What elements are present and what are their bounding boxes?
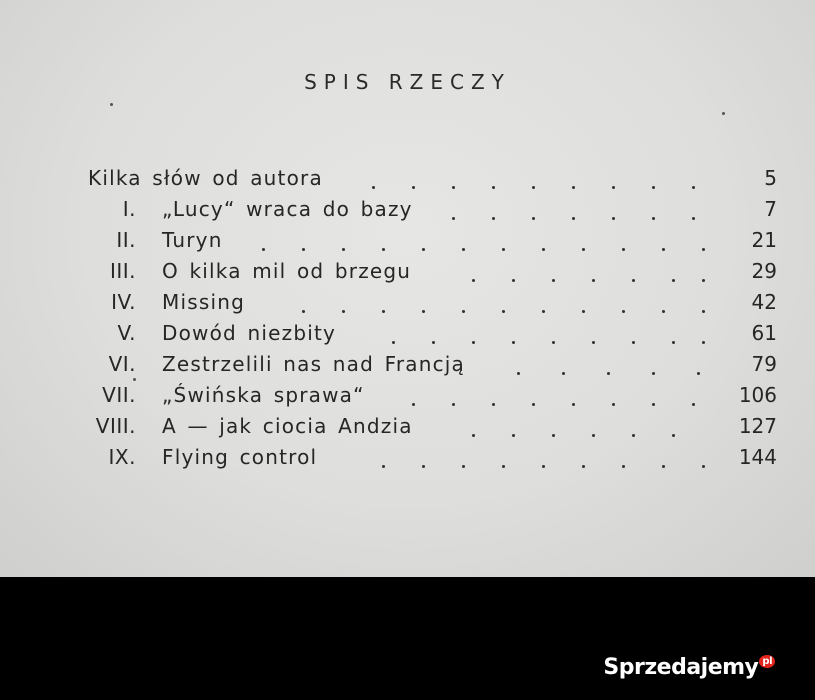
leader-dot xyxy=(542,248,545,251)
chapter-number: III. xyxy=(109,259,136,283)
leader-dot xyxy=(462,248,465,251)
chapter-title: O kilka mil od brzegu xyxy=(162,259,412,283)
leader-dots xyxy=(0,197,815,228)
chapter-number: I. xyxy=(122,197,136,221)
leader-dot xyxy=(652,217,655,220)
leader-dot xyxy=(632,341,635,344)
toc-entry xyxy=(0,352,815,383)
leader-dot xyxy=(662,465,665,468)
page-number: 42 xyxy=(751,290,777,314)
leader-dot xyxy=(672,279,675,282)
leader-dot xyxy=(652,186,655,189)
toc-entry xyxy=(0,290,815,321)
leader-dot xyxy=(692,217,695,220)
leader-dot xyxy=(422,465,425,468)
leader-dot xyxy=(532,217,535,220)
toc-entry xyxy=(0,197,815,228)
watermark-badge: pl xyxy=(759,655,775,668)
leader-dot xyxy=(342,248,345,251)
leader-dot xyxy=(392,341,395,344)
chapter-title: Dowód niezbity xyxy=(162,321,337,345)
leader-dot xyxy=(517,372,520,375)
leader-dot xyxy=(692,403,695,406)
leader-dot xyxy=(492,217,495,220)
paper-speck xyxy=(110,103,113,106)
chapter-title: „Świńska sprawa“ xyxy=(162,383,365,407)
leader-dot xyxy=(652,403,655,406)
toc-entry xyxy=(0,321,815,352)
leader-dots xyxy=(0,321,815,352)
leader-dot xyxy=(342,310,345,313)
leader-dot xyxy=(452,403,455,406)
leader-dot xyxy=(582,310,585,313)
leader-dot xyxy=(592,341,595,344)
leader-dots xyxy=(0,259,815,290)
paper-speck xyxy=(722,112,725,115)
leader-dot xyxy=(412,186,415,189)
leader-dot xyxy=(512,434,515,437)
leader-dot xyxy=(492,403,495,406)
leader-dot xyxy=(412,403,415,406)
leader-dot xyxy=(492,186,495,189)
toc-entry xyxy=(0,383,815,414)
leader-dot xyxy=(422,310,425,313)
page-title: SPIS RZECZY xyxy=(304,70,511,94)
leader-dot xyxy=(612,186,615,189)
leader-dot xyxy=(572,217,575,220)
leader-dots xyxy=(0,414,815,445)
chapter-number: VI. xyxy=(108,352,136,376)
toc-entry xyxy=(0,228,815,259)
toc-entry xyxy=(0,259,815,290)
leader-dot xyxy=(462,310,465,313)
chapter-title: Flying control xyxy=(162,445,318,469)
leader-dot xyxy=(302,310,305,313)
leader-dot xyxy=(552,434,555,437)
chapter-title: Kilka słów od autora xyxy=(88,166,323,190)
leader-dot xyxy=(702,248,705,251)
leader-dot xyxy=(542,465,545,468)
chapter-number: II. xyxy=(116,228,136,252)
leader-dot xyxy=(532,403,535,406)
page-number: 79 xyxy=(751,352,777,376)
leader-dot xyxy=(692,186,695,189)
leader-dots xyxy=(0,383,815,414)
chapter-title: Zestrzelili nas nad Francją xyxy=(162,352,465,376)
leader-dots xyxy=(0,445,815,476)
leader-dot xyxy=(502,248,505,251)
leader-dot xyxy=(552,279,555,282)
chapter-number: IX. xyxy=(108,445,136,469)
leader-dot xyxy=(532,186,535,189)
leader-dot xyxy=(452,217,455,220)
leader-dot xyxy=(572,403,575,406)
page-number: 61 xyxy=(751,321,777,345)
page-number: 127 xyxy=(738,414,777,438)
toc-entry xyxy=(0,414,815,445)
leader-dot xyxy=(502,310,505,313)
leader-dot xyxy=(302,248,305,251)
leader-dot xyxy=(542,310,545,313)
leader-dot xyxy=(702,341,705,344)
leader-dot xyxy=(422,248,425,251)
chapter-title: Turyn xyxy=(162,228,223,252)
chapter-number: V. xyxy=(117,321,136,345)
leader-dot xyxy=(612,403,615,406)
watermark-logo xyxy=(603,655,775,680)
leader-dots xyxy=(0,352,815,383)
leader-dots xyxy=(0,290,815,321)
leader-dot xyxy=(662,310,665,313)
leader-dot xyxy=(672,341,675,344)
leader-dot xyxy=(622,248,625,251)
chapter-title: A — jak ciocia Andzia xyxy=(162,414,413,438)
page-number: 5 xyxy=(764,166,777,190)
leader-dot xyxy=(622,310,625,313)
leader-dot xyxy=(702,279,705,282)
leader-dot xyxy=(372,186,375,189)
leader-dot xyxy=(262,248,265,251)
chapter-title: „Lucy“ wraca do bazy xyxy=(162,197,413,221)
chapter-number: VII. xyxy=(102,383,136,407)
leader-dot xyxy=(382,248,385,251)
leader-dot xyxy=(592,434,595,437)
leader-dot xyxy=(582,248,585,251)
leader-dot xyxy=(672,434,675,437)
leader-dot xyxy=(622,465,625,468)
page-number: 7 xyxy=(764,197,777,221)
chapter-number: VIII. xyxy=(95,414,136,438)
page-number: 29 xyxy=(751,259,777,283)
leader-dot xyxy=(462,465,465,468)
leader-dot xyxy=(382,310,385,313)
leader-dot xyxy=(562,372,565,375)
leader-dot xyxy=(382,465,385,468)
leader-dot xyxy=(592,279,595,282)
leader-dot xyxy=(472,434,475,437)
leader-dot xyxy=(612,217,615,220)
leader-dot xyxy=(432,341,435,344)
leader-dots xyxy=(0,166,815,197)
leader-dot xyxy=(632,279,635,282)
leader-dot xyxy=(472,279,475,282)
chapter-title: Missing xyxy=(162,290,245,314)
page-number: 144 xyxy=(738,445,777,469)
page-number: 106 xyxy=(738,383,777,407)
toc-entry xyxy=(0,445,815,476)
toc-entry xyxy=(0,166,815,197)
leader-dot xyxy=(452,186,455,189)
leader-dots xyxy=(0,228,815,259)
leader-dot xyxy=(702,465,705,468)
leader-dot xyxy=(702,310,705,313)
leader-dot xyxy=(552,341,555,344)
leader-dot xyxy=(662,248,665,251)
leader-dot xyxy=(632,434,635,437)
watermark-text: Sprzedajemy xyxy=(603,655,759,680)
leader-dot xyxy=(512,341,515,344)
leader-dot xyxy=(512,279,515,282)
leader-dot xyxy=(582,465,585,468)
leader-dot xyxy=(472,341,475,344)
leader-dot xyxy=(502,465,505,468)
leader-dot xyxy=(572,186,575,189)
page-number: 21 xyxy=(751,228,777,252)
black-border xyxy=(0,577,815,700)
leader-dot xyxy=(607,372,610,375)
leader-dot xyxy=(697,372,700,375)
leader-dot xyxy=(652,372,655,375)
chapter-number: IV. xyxy=(111,290,136,314)
